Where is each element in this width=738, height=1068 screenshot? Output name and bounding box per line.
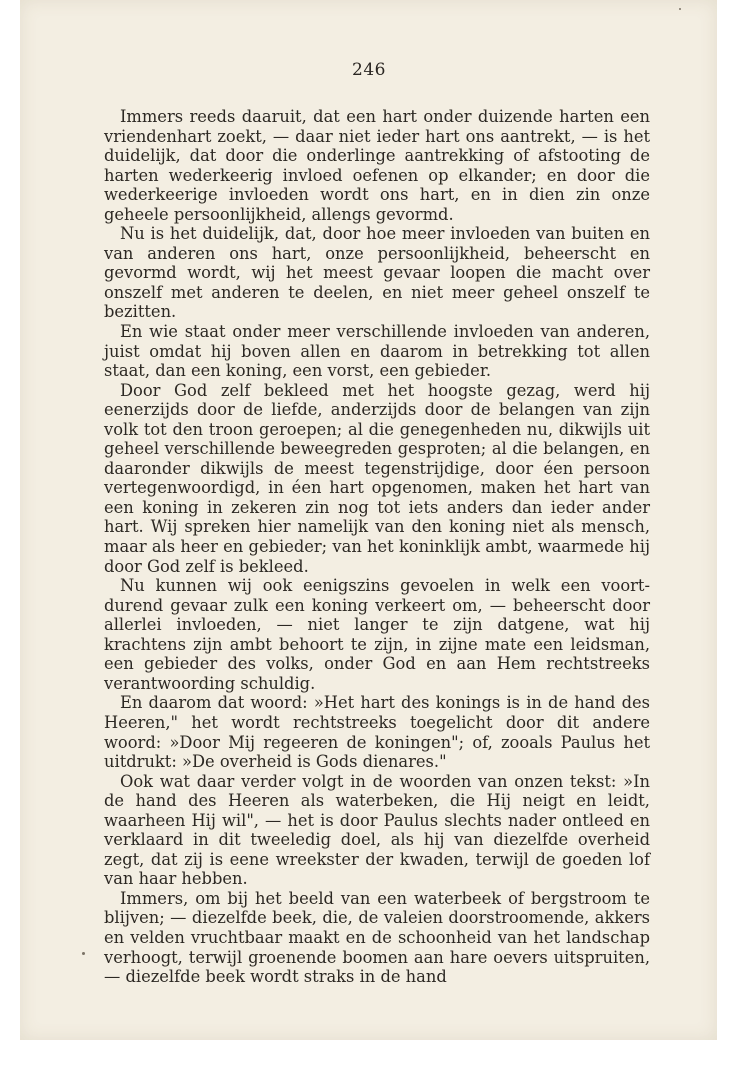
paragraph: Ook wat daar verder volgt in de woorden van onzen tekst: »In de hand des Heeren als waterbeken, die Hij neigt en leidt, waarheen Hij wil", — het is door Paulus slechts nader ontleed en verklaard in dit tweeledig doel, als hij van diezelfde overheid zegt, dat zij is eene wreekster der kwaden, terwijl de goeden lof van haar hebben. [104, 771, 650, 889]
paragraph: Nu kunnen wij ook eenigszins gevoelen in welk een voortdurend gevaar zulk een koning verkeert om, — beheerscht door allerlei invloeden, — niet langer te zijn datgene, wat hij krachtens zijn ambt behoort te zijn, in zijne mate een leidsman, een gebieder des volks, onder God en aan Hem rechtstreeks verantwoording schuldig. [104, 576, 650, 693]
page-margin [717, 0, 738, 1068]
paper-speck [82, 952, 85, 955]
paper-speck [679, 8, 681, 10]
paragraph: Immers, om bij het beeld van een waterbeek of bergstroom te blijven; — diezelfde beek, die, de valeien doorstroomende, akkers en velden vruchtbaar maakt en de schoonheid van het landschap verhoogt, terwijl groenende boomen aan hare oevers uitspruiten, — diezelfde beek wordt straks in de hand [104, 888, 650, 987]
paragraph: En daarom dat woord: »Het hart des konings is in de hand des Heeren," het wordt rechtstreeks toegelicht door dit andere woord: »Door Mij regeeren de koningen"; of, zooals Paulus het uitdrukt: »De overheid is Gods dienares." [104, 693, 650, 772]
page-number: 246 [352, 60, 386, 80]
paragraph: Door God zelf bekleed met het hoogste gezag, werd hij eenerzijds door de liefde, anderzijds door de belangen van zijn volk tot den troon geroepen; al die genegenheden nu, dikwijls uit geheel verschillende beweegreden gesproten; al die belangen, en daaronder dikwijls de meest tegenstrijdige, door éen persoon vertegenwoordigd, in éen hart opgenomen, maken het hart van een koning in zekeren zin nog tot iets anders dan ieder ander hart. Wij spreken hier namelijk van den koning niet als mensch, maar als heer en gebieder; van het koninklijk ambt, waarmede hij door God zelf is bekleed. [104, 380, 650, 576]
paragraph: Nu is het duidelijk, dat, door hoe meer invloeden van buiten en van anderen ons hart, onze persoonlijkheid, beheerscht en gevormd wordt, wij het meest gevaar loopen die macht over onszelf met anderen te deelen, en niet meer geheel onszelf te bezitten. [104, 224, 650, 322]
paragraph: En wie staat onder meer verschillende invloeden van anderen, juist omdat hij boven allen en daarom in betrekking tot allen staat, dan een koning, een vorst, een gebieder. [104, 322, 650, 381]
body-text [104, 107, 650, 987]
paragraph: Immers reeds daaruit, dat een hart onder duizende harten een vriendenhart zoekt, — daar niet ieder hart ons aantrekt, — is het duidelijk, dat door die onderlinge aantrekking of afstooting de harten wederkeerig invloed oefenen op elkander; en door die wederkeerige invloeden wordt ons hart, en in dien zin onze geheele persoonlijkheid, allengs gevormd. [104, 107, 650, 224]
